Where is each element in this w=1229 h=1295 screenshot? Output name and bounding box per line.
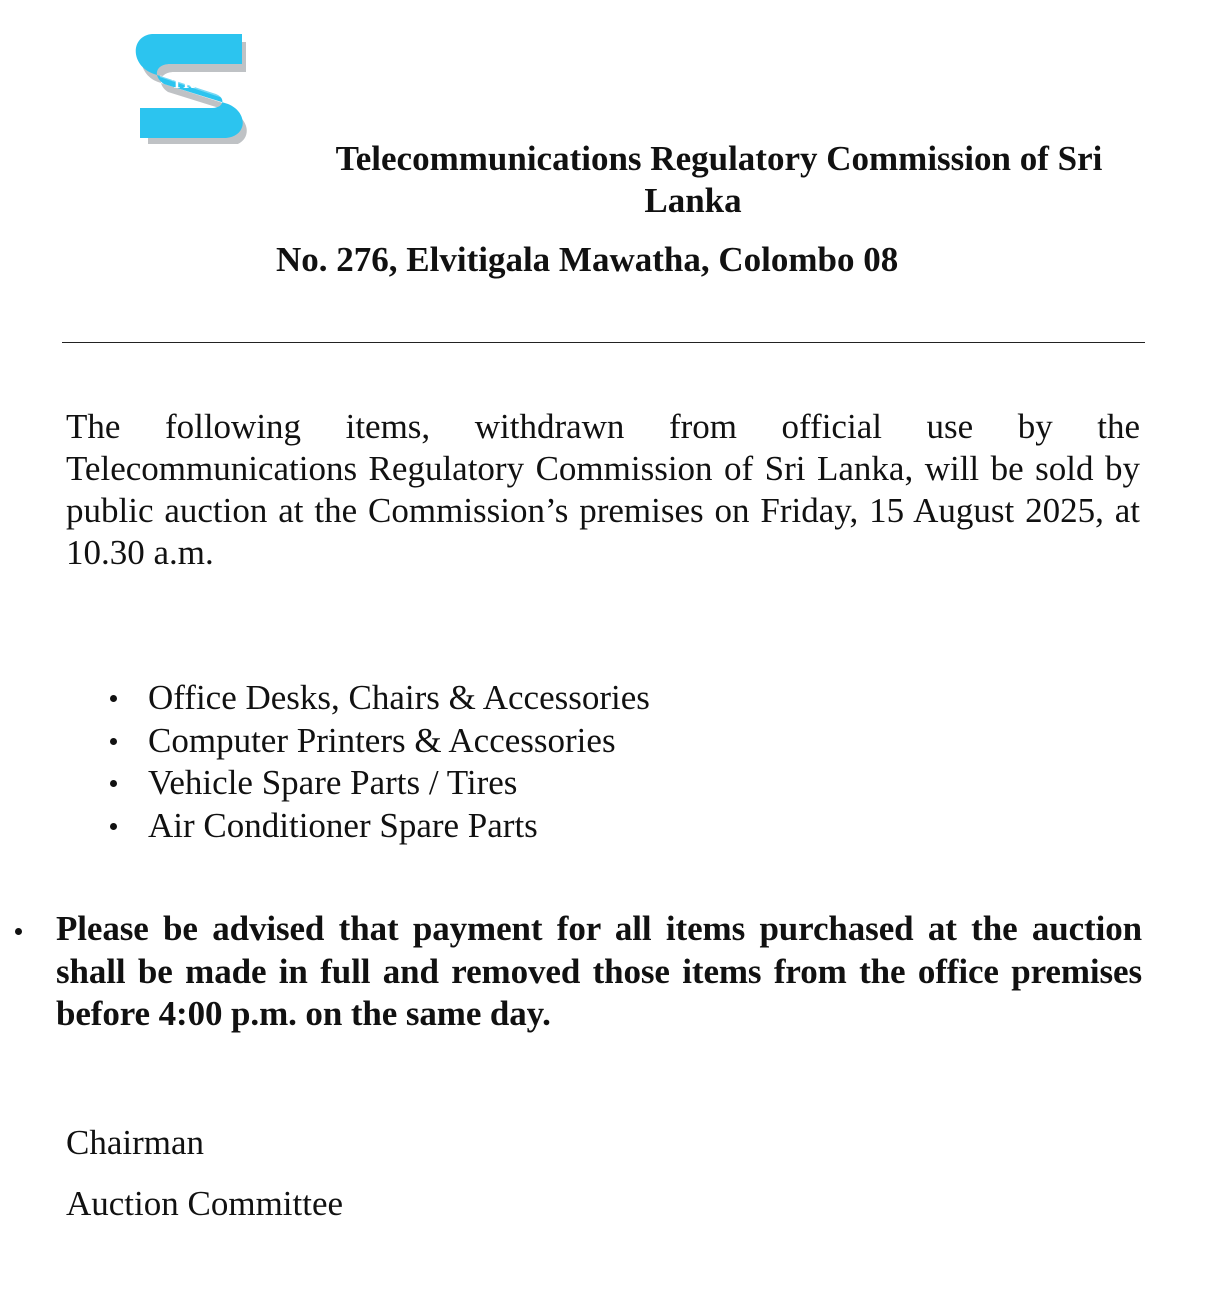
list-item-label: Computer Printers & Accessories [148,720,616,760]
list-item [105,677,650,720]
auction-announcement: The following items, withdrawn from official use by the Telecommunications Regulatory Commission of Sri Lanka, will be sold by public auction at the Commission’s premises on Friday, 15 August 2025, at 10.30 a.m. [66,407,1140,572]
bullet-icon [15,928,22,935]
list-item [105,720,650,763]
organization-name-line2: Lanka [644,181,742,220]
logo-text: TRC [171,75,209,92]
bullet-icon [110,823,117,830]
organization-name-line1: Telecommunications Regulatory Commission of Sri [335,139,1103,178]
organization-name [250,138,1150,222]
payment-notice [12,908,1142,1036]
bullet-icon [110,738,117,745]
header-divider [62,342,1145,343]
list-item [105,805,650,848]
list-item-label: Vehicle Spare Parts / Tires [148,763,518,802]
bullet-icon [110,780,117,787]
signatory-title: Chairman [66,1123,205,1162]
list-item-label: Air Conditioner Spare Parts [148,805,538,845]
list-item-label: Office Desks, Chairs & Accessories [148,678,650,717]
auction-item-list [105,677,650,847]
trc-logo-icon [130,28,252,144]
organization-address: No. 276, Elvitigala Mawatha, Colombo 08 [276,240,899,279]
list-item [105,762,650,805]
payment-notice-text: Please be advised that payment for all items purchased at the auction shall be made in full and removed those items from the office premises before 4:00 p.m. on the same day. [56,909,1142,1033]
trc-logo [130,28,252,144]
bullet-icon [110,695,117,702]
signatory-committee: Auction Committee [66,1184,344,1223]
